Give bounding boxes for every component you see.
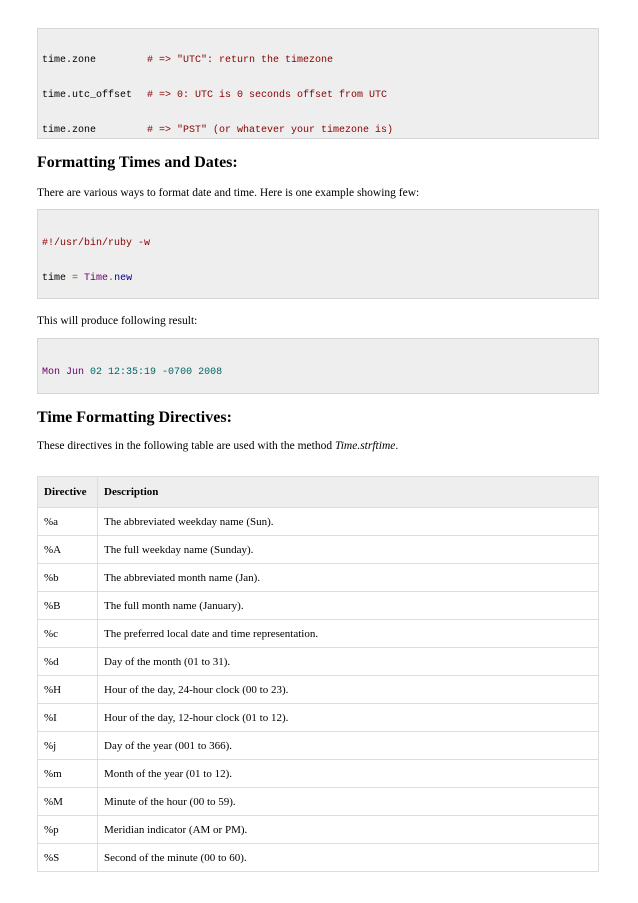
description-cell: The preferred local date and time representation. — [98, 620, 599, 648]
directive-cell: %I — [38, 704, 98, 732]
directive-cell: %d — [38, 648, 98, 676]
table-row — [38, 704, 599, 732]
description-cell: Day of the month (01 to 31). — [98, 648, 599, 676]
directive-cell: %c — [38, 620, 98, 648]
code-block-output — [37, 338, 599, 394]
directive-cell: %p — [38, 816, 98, 844]
column-header-directive: Directive — [38, 477, 98, 508]
directive-cell: %H — [38, 676, 98, 704]
description-cell: The full weekday name (Sunday). — [98, 536, 599, 564]
directive-cell: %S — [38, 844, 98, 872]
table-row — [38, 508, 599, 536]
table-row — [38, 648, 599, 676]
directive-cell: %b — [38, 564, 98, 592]
section-intro-formatting: There are various ways to format date and time. Here is one example showing few: — [37, 187, 420, 199]
code-line-shebang: #!/usr/bin/ruby -w — [42, 238, 151, 250]
table-row — [38, 592, 599, 620]
table-row — [38, 536, 599, 564]
section-intro-directives: These directives in the following table are used with the method Time.strftime. — [37, 440, 399, 452]
table-header-row — [38, 477, 599, 508]
section-heading-directives: Time Formatting Directives: — [37, 409, 232, 426]
table-row — [38, 844, 599, 872]
section-heading-formatting: Formatting Times and Dates: — [37, 154, 238, 171]
description-cell: Hour of the day, 24-hour clock (00 to 23). — [98, 676, 599, 704]
code-block-timezone — [37, 28, 599, 139]
directive-cell: %M — [38, 788, 98, 816]
description-cell: Minute of the hour (00 to 59). — [98, 788, 599, 816]
description-cell: Hour of the day, 12-hour clock (01 to 12). — [98, 704, 599, 732]
directive-cell: %m — [38, 760, 98, 788]
table-row — [38, 676, 599, 704]
code-block-example — [37, 209, 599, 299]
description-cell: The abbreviated weekday name (Sun). — [98, 508, 599, 536]
directive-cell: %B — [38, 592, 98, 620]
directive-cell: %A — [38, 536, 98, 564]
table-row — [38, 760, 599, 788]
table-row — [38, 816, 599, 844]
directive-cell: %a — [38, 508, 98, 536]
result-intro: This will produce following result: — [37, 315, 198, 327]
description-cell: Meridian indicator (AM or PM). — [98, 816, 599, 844]
description-cell: The full month name (January). — [98, 592, 599, 620]
code-line: time.utc_offset # => 0: UTC is 0 seconds offset from UTC — [42, 89, 388, 101]
code-line-assign: time = Time.new — [42, 272, 133, 284]
output-line: Mon Jun 02 12:35:19 -0700 2008 — [42, 367, 223, 379]
table-row — [38, 564, 599, 592]
code-line: time.zone # => "UTC": return the timezone — [42, 55, 334, 67]
description-cell: The abbreviated month name (Jan). — [98, 564, 599, 592]
code-line: time.zone # => "PST" (or whatever your timezone is) — [42, 124, 394, 136]
column-header-description: Description — [98, 477, 599, 508]
table-row — [38, 788, 599, 816]
table-row — [38, 620, 599, 648]
directives-table — [37, 476, 599, 872]
description-cell: Day of the year (001 to 366). — [98, 732, 599, 760]
table-row — [38, 732, 599, 760]
directive-cell: %j — [38, 732, 98, 760]
description-cell: Month of the year (01 to 12). — [98, 760, 599, 788]
description-cell: Second of the minute (00 to 60). — [98, 844, 599, 872]
